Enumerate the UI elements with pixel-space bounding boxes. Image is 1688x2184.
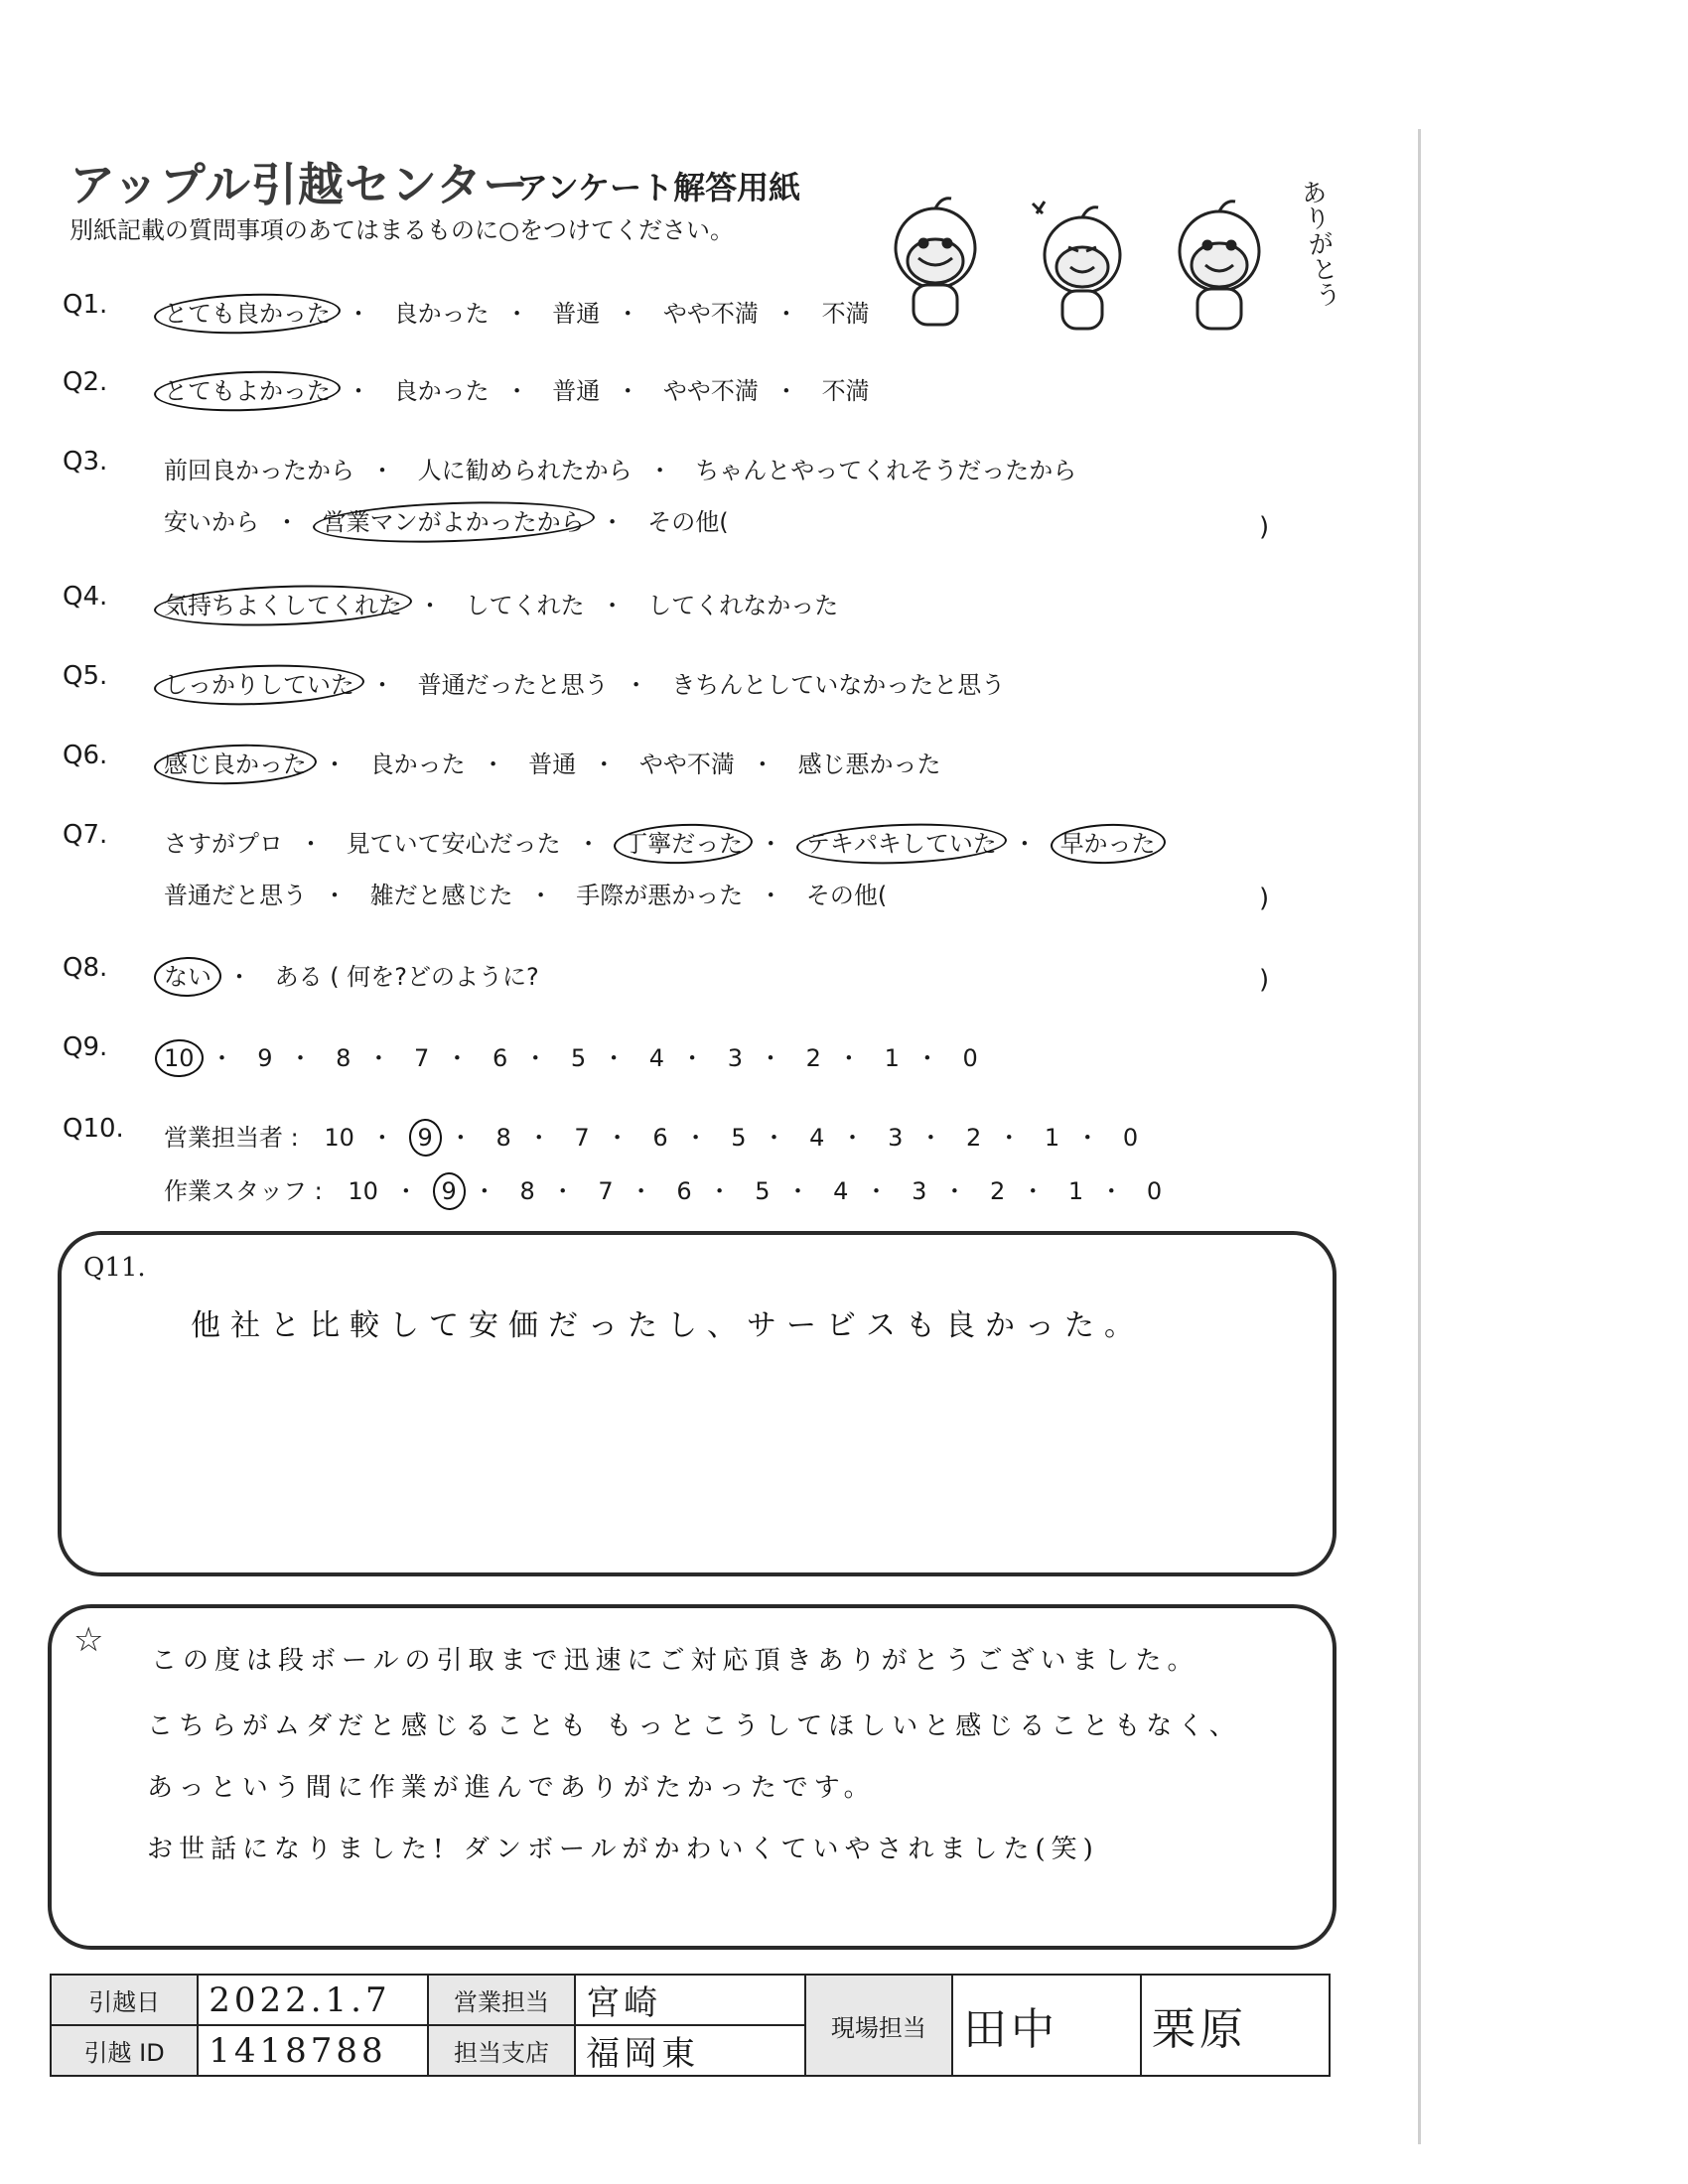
q3-option-2[interactable]: 人に勧められたから [417, 457, 633, 484]
site-staff-1[interactable]: 田中 [952, 1975, 1141, 2076]
q1-option-5[interactable]: 不満 [821, 300, 870, 328]
q10-sales-score-4[interactable]: 4 [809, 1124, 825, 1152]
q10-staff-score-10[interactable]: 10 [348, 1177, 378, 1205]
q3-label: Q3. [63, 447, 108, 477]
q1-option-1[interactable]: とても良かった [164, 300, 331, 328]
q6-option-3[interactable]: 普通 [528, 751, 577, 778]
q10-staff-score-9[interactable]: 9 [441, 1177, 457, 1205]
q10-sales-label: 営業担当者 : [164, 1124, 299, 1152]
q6-label: Q6. [63, 741, 108, 770]
comment-line-2[interactable]: こちらがムダだと感じることも もっとこうしてほしいと感じることもなく、 [147, 1711, 1241, 1741]
q10-staff-score-0[interactable]: 0 [1146, 1177, 1163, 1205]
q5-option-2[interactable]: 普通だったと思う [417, 671, 609, 699]
q11-box [58, 1231, 1336, 1576]
q7-option-8[interactable]: 手際が悪かった [576, 882, 744, 909]
q10-staff-score-3[interactable]: 3 [912, 1177, 927, 1205]
q8-option-none[interactable]: ない [164, 963, 211, 991]
q9-score-4[interactable]: 4 [648, 1044, 665, 1072]
q7-option-2[interactable]: 見ていて安心だった [346, 830, 561, 858]
q10-staff-score-4[interactable]: 4 [833, 1177, 849, 1205]
q11-label: Q11. [83, 1253, 146, 1283]
q7-label: Q7. [63, 820, 108, 850]
comment-line-3[interactable]: あっという間に作業が進んでありがたかったです。 [147, 1773, 876, 1803]
q10-sales-score-10[interactable]: 10 [324, 1124, 354, 1152]
q7-option-other[interactable]: その他( [805, 882, 888, 909]
q1-option-3[interactable]: 普通 [552, 300, 601, 328]
info-table [50, 1974, 1331, 2077]
monkey-icon [1180, 202, 1259, 329]
q6-option-2[interactable]: 良かった [369, 751, 466, 778]
q8-options: ない ・ ある ( 何を?どのように? [164, 963, 539, 991]
q1-option-2[interactable]: 良かった [393, 300, 490, 328]
q8-label: Q8. [63, 953, 108, 983]
comment-line-4[interactable]: お世話になりました! ダンボールがかわいくていやされました(笑) [147, 1835, 1099, 1864]
q3-line-1: 前回良かったから ・ 人に勧められたから ・ ちゃんとやってくれそうだったから [164, 457, 1077, 484]
q9-score-1[interactable]: 1 [884, 1044, 900, 1072]
branch-label: 担当支店 [428, 2025, 575, 2076]
q10-sales-score-8[interactable]: 8 [495, 1124, 511, 1152]
q5-option-1[interactable]: しっかりしていた [164, 671, 354, 699]
q7-option-4[interactable]: テキパキしていた [805, 830, 997, 858]
q3-option-other[interactable]: その他( [647, 508, 729, 536]
q3-option-3[interactable]: ちゃんとやってくれそうだったから [695, 457, 1077, 484]
monkey-icon [896, 199, 975, 325]
q8-paren-close: ) [1259, 965, 1270, 995]
q10-sales-score-0[interactable]: 0 [1122, 1124, 1139, 1152]
q10-staff-score-2[interactable]: 2 [990, 1177, 1006, 1205]
q9-score-0[interactable]: 0 [962, 1044, 978, 1072]
q7-line-2: 普通だと思う ・ 雑だと感じた ・ 手際が悪かった ・ その他( [164, 882, 888, 909]
q4-option-2[interactable]: してくれた [465, 592, 585, 619]
q11-response[interactable]: 他社と比較して安価だったし、サービスも良かった。 [191, 1308, 1144, 1343]
q9-score-2[interactable]: 2 [805, 1044, 821, 1072]
mascot-illustration [874, 174, 1311, 342]
comment-line-1[interactable]: この度は段ボールの引取まで迅速にご対応頂きありがとうございました。 [151, 1646, 1199, 1676]
q4-label: Q4. [63, 582, 108, 612]
q9-score-7[interactable]: 7 [414, 1044, 430, 1072]
q4-option-1[interactable]: 気持ちよくしてくれた [164, 592, 402, 619]
q2-option-2[interactable]: 良かった [393, 377, 490, 405]
monkey-icon [1033, 202, 1120, 329]
mascot-caption: ありがとう [1295, 177, 1342, 310]
q4-option-3[interactable]: してくれなかった [647, 592, 839, 619]
company-title: アップル引越センター [70, 158, 530, 211]
q10-sales-score-2[interactable]: 2 [966, 1124, 982, 1152]
q10-sales-row: 営業担当者 : 10 ・ 9 ・ 8 ・ 7 ・ 6 ・ 5 ・ 4 ・ 3 ・ 2 ・ 1 ・ 0 [164, 1124, 1139, 1152]
q2-label: Q2. [63, 367, 108, 397]
q1-label: Q1. [63, 290, 108, 320]
q2-option-3[interactable]: 普通 [552, 377, 601, 405]
move-date-label: 引越日 [51, 1975, 198, 2025]
q6-options: 感じ良かった ・ 良かった ・ 普通 ・ やや不満 ・ 感じ悪かった [164, 751, 941, 778]
q3-line-2: 安いから ・ 営業マンがよかったから ・ その他( [164, 508, 729, 536]
q3-paren-close: ) [1259, 512, 1270, 542]
sales-rep-label: 営業担当 [428, 1975, 575, 2025]
q10-staff-label: 作業スタッフ : [164, 1177, 323, 1205]
q7-option-5[interactable]: 早かった [1059, 830, 1156, 858]
q10-sales-score-7[interactable]: 7 [574, 1124, 590, 1152]
page-edge [1418, 129, 1421, 2144]
q9-score-6[interactable]: 6 [492, 1044, 508, 1072]
q9-score-3[interactable]: 3 [727, 1044, 743, 1072]
branch-value[interactable]: 福岡東 [575, 2025, 805, 2076]
q9-score-9[interactable]: 9 [257, 1044, 273, 1072]
q6-option-5[interactable]: 感じ悪かった [797, 751, 941, 778]
q2-options: とてもよかった ・ 良かった ・ 普通 ・ やや不満 ・ 不満 [164, 377, 870, 405]
q10-staff-row: 作業スタッフ : 10 ・ 9 ・ 8 ・ 7 ・ 6 ・ 5 ・ 4 ・ 3 ・ 2 ・ 1 ・ 0 [164, 1177, 1163, 1205]
q10-staff-score-1[interactable]: 1 [1067, 1177, 1084, 1205]
q9-label: Q9. [63, 1032, 108, 1062]
site-staff-label: 現場担当 [805, 1975, 952, 2076]
q10-staff-score-7[interactable]: 7 [598, 1177, 614, 1205]
q3-option-4[interactable]: 安いから [164, 508, 259, 536]
q4-options: 気持ちよくしてくれた ・ してくれた ・ してくれなかった [164, 592, 839, 619]
move-date-value[interactable]: 2022.1.7 [198, 1975, 428, 2025]
q10-label: Q10. [63, 1114, 124, 1144]
q1-options: とても良かった ・ 良かった ・ 普通 ・ やや不満 ・ 不満 [164, 300, 870, 328]
q10-sales-score-6[interactable]: 6 [652, 1124, 668, 1152]
q10-staff-score-8[interactable]: 8 [519, 1177, 535, 1205]
q10-sales-score-5[interactable]: 5 [731, 1124, 747, 1152]
q10-sales-score-9[interactable]: 9 [417, 1124, 433, 1152]
q3-option-1[interactable]: 前回良かったから [164, 457, 354, 484]
q3-option-5[interactable]: 営業マンがよかったから [322, 508, 585, 536]
q2-option-1[interactable]: とてもよかった [164, 377, 331, 405]
move-id-label: 引越 ID [51, 2025, 198, 2076]
sales-rep-value[interactable]: 宮崎 [575, 1975, 805, 2025]
q7-option-6[interactable]: 普通だと思う [164, 882, 307, 909]
star-icon: ☆ [73, 1620, 104, 1660]
move-id-value[interactable]: 1418788 [198, 2025, 428, 2076]
q6-option-4[interactable]: やや不満 [638, 751, 735, 778]
q9-score-8[interactable]: 8 [336, 1044, 352, 1072]
q10-staff-score-5[interactable]: 5 [755, 1177, 771, 1205]
q1-option-4[interactable]: やや不満 [662, 300, 759, 328]
q5-options: しっかりしていた ・ 普通だったと思う ・ きちんとしていなかったと思う [164, 671, 1006, 699]
q6-option-1[interactable]: 感じ良かった [164, 751, 307, 778]
q7-paren-close: ) [1259, 884, 1270, 913]
site-staff-2[interactable]: 栗原 [1141, 1975, 1330, 2076]
q5-option-3[interactable]: きちんとしていなかったと思う [671, 671, 1006, 699]
instruction-text: 別紙記載の質問事項のあてはまるものに○をつけてください。 [70, 216, 734, 244]
q10-staff-score-6[interactable]: 6 [676, 1177, 692, 1205]
q2-option-4[interactable]: やや不満 [662, 377, 759, 405]
comments-box [48, 1604, 1336, 1950]
q10-sales-score-1[interactable]: 1 [1044, 1124, 1060, 1152]
q7-option-1[interactable]: さすがプロ [164, 830, 283, 858]
form-subtitle: アンケート解答用紙 [516, 169, 801, 206]
q7-line-1: さすがプロ ・ 見ていて安心だった ・ 丁寧だった ・ テキパキしていた ・ 早かった [164, 830, 1156, 858]
q9-score-5[interactable]: 5 [570, 1044, 587, 1072]
q7-option-7[interactable]: 雑だと感じた [369, 882, 513, 909]
q7-option-3[interactable]: 丁寧だった [624, 830, 744, 858]
q2-option-5[interactable]: 不満 [821, 377, 870, 405]
q9-score-10[interactable]: 10 [164, 1044, 195, 1072]
q9-scale: 10 ・ 9 ・ 8 ・ 7 ・ 6 ・ 5 ・ 4 ・ 3 ・ 2 ・ 1 ・ 0 [164, 1044, 978, 1072]
q10-sales-score-3[interactable]: 3 [888, 1124, 904, 1152]
q5-label: Q5. [63, 661, 108, 691]
q8-option-some[interactable]: ある ( 何を?どのように? [274, 963, 539, 991]
